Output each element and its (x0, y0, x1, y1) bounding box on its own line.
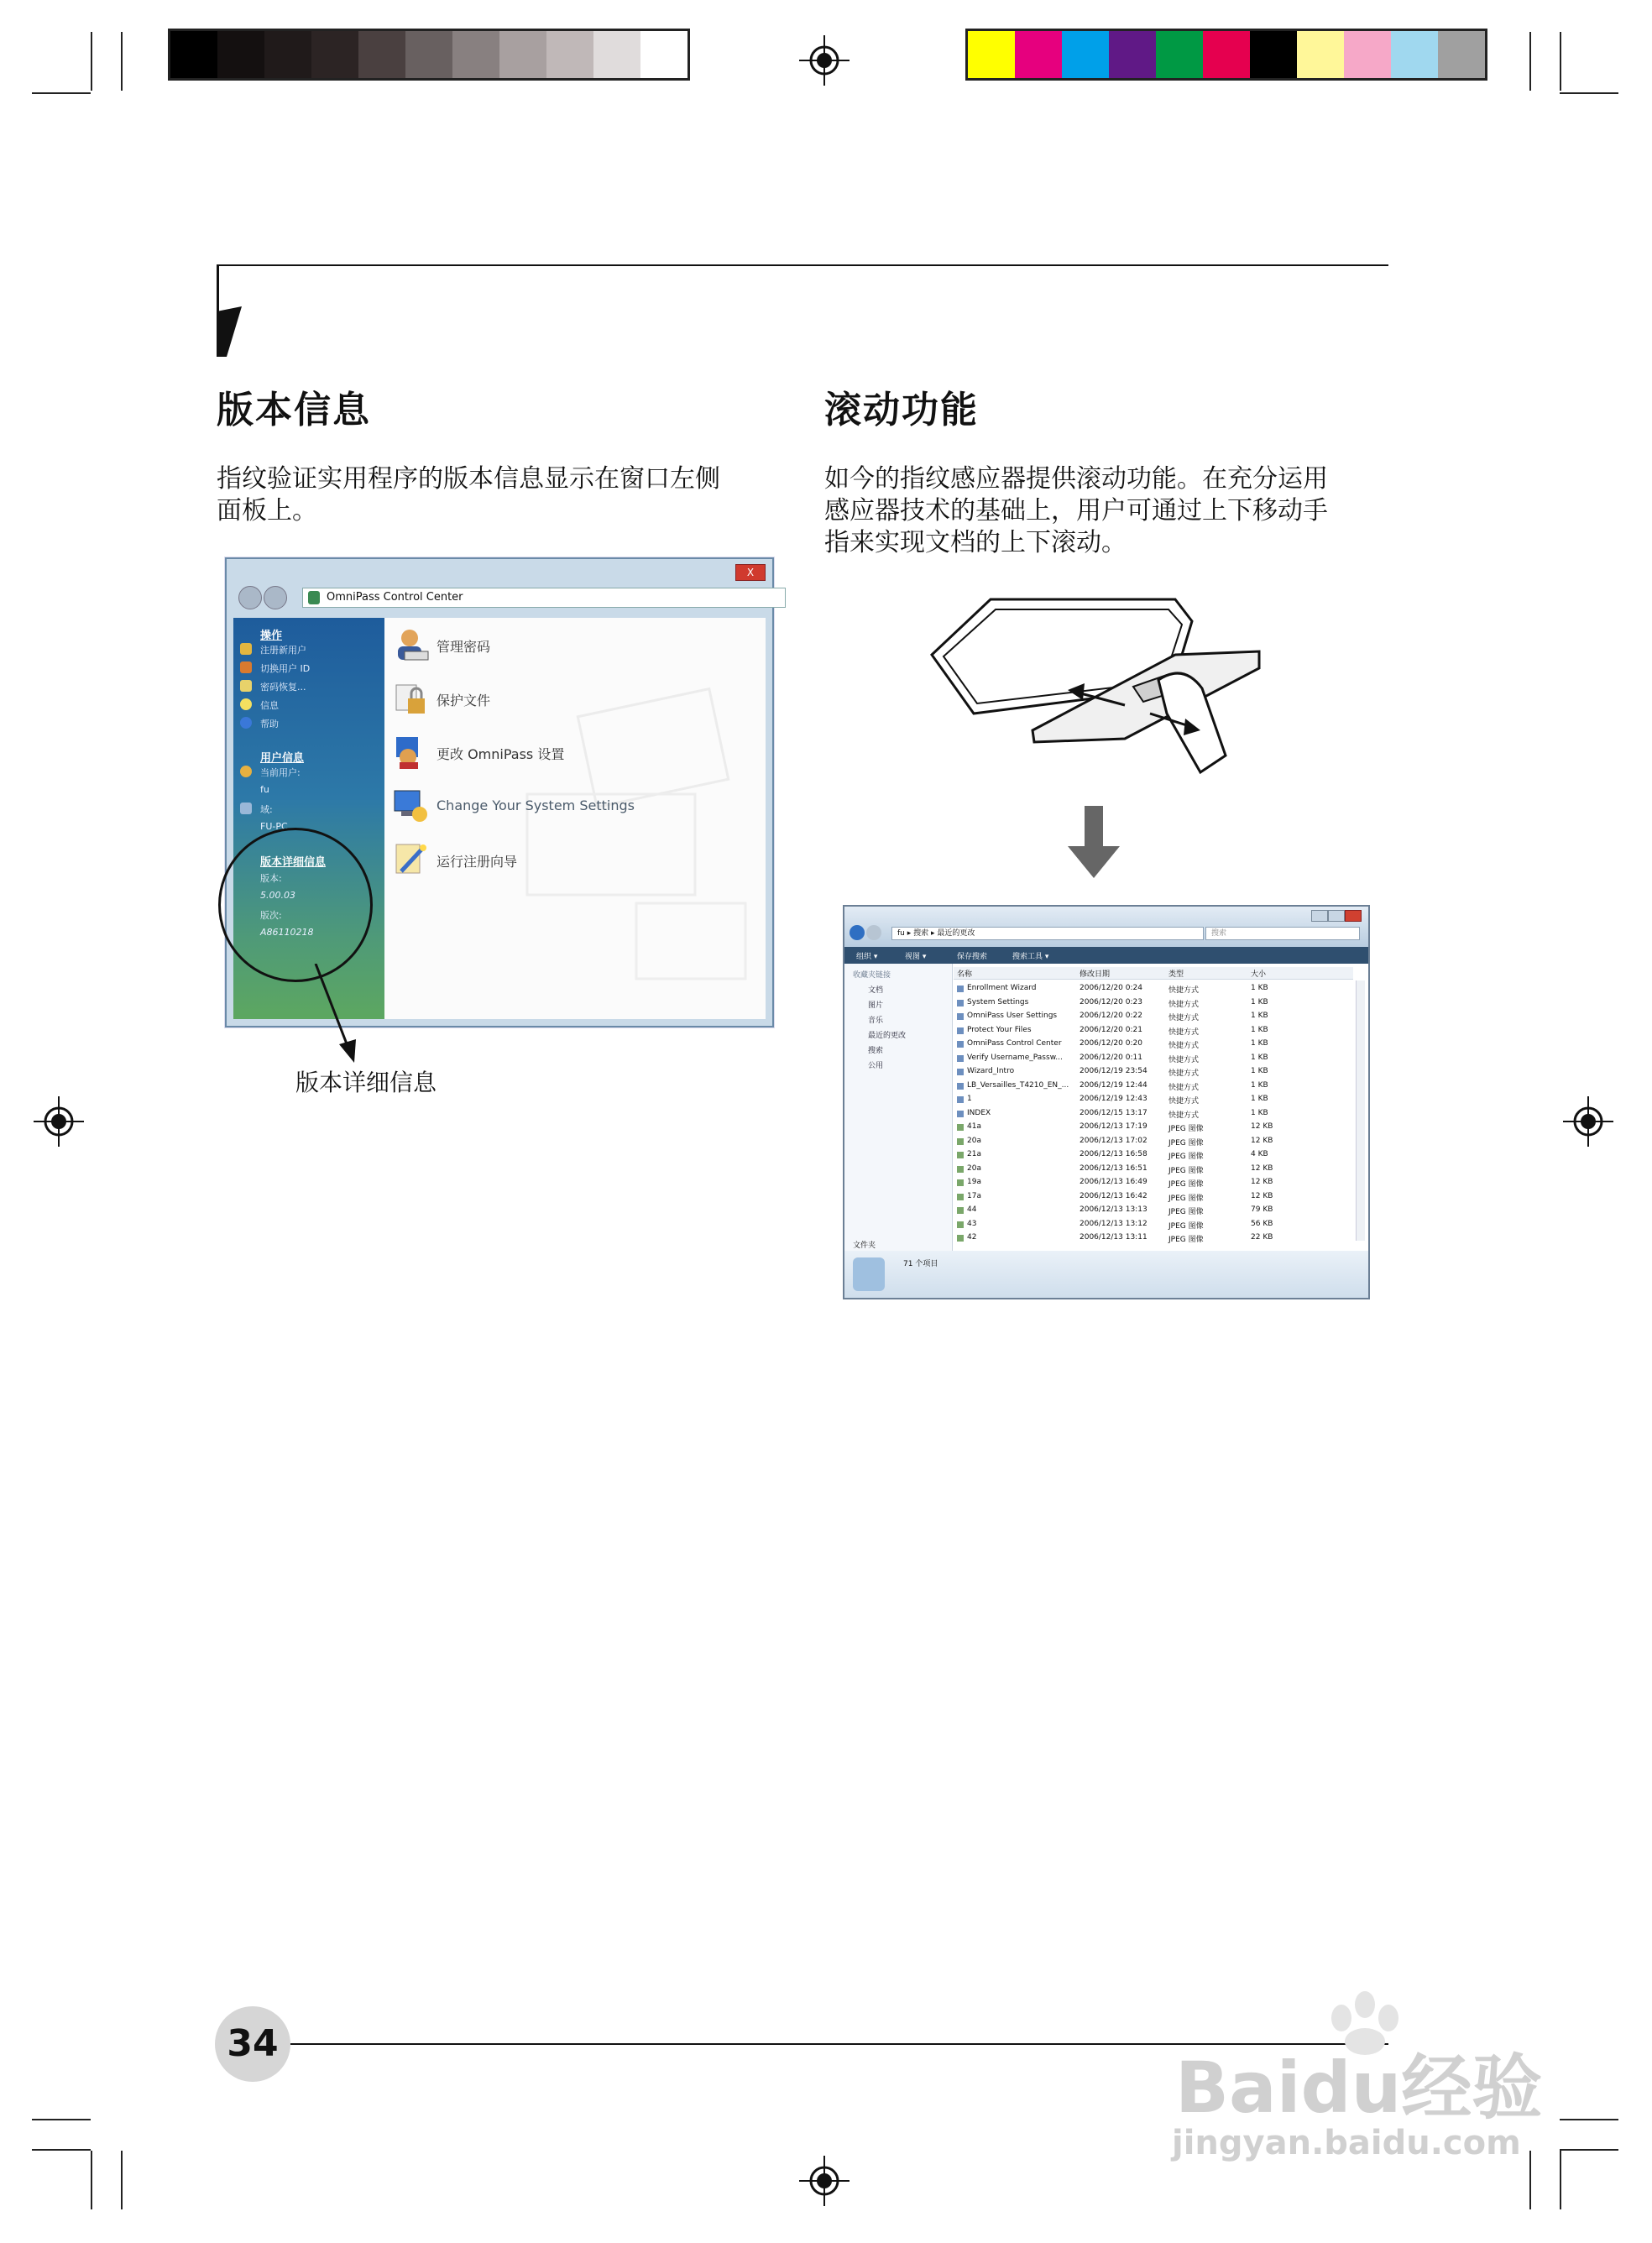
file-size: 1 KB (1251, 1025, 1268, 1034)
file-name: 20a (967, 1136, 981, 1145)
file-type: 快捷方式 (1168, 1000, 1200, 1009)
color-swatch (170, 31, 217, 78)
explorer-window (843, 905, 1370, 1299)
user-info-item: 域: (260, 804, 273, 815)
help-icon (240, 717, 252, 729)
file-row[interactable] (954, 1107, 1353, 1121)
user-icon (240, 766, 252, 777)
version-item: 版本: (260, 873, 282, 884)
shortcut-icon (957, 986, 964, 992)
image-file-icon (957, 1221, 964, 1228)
nav-link-documents[interactable]: 文档 (868, 986, 884, 995)
crop-mark (1529, 32, 1531, 91)
shortcut-icon (957, 1041, 964, 1048)
file-name: 20a (967, 1163, 981, 1173)
key-icon (240, 680, 252, 692)
file-size: 1 KB (1251, 1095, 1268, 1103)
column-name[interactable]: 名称 (957, 970, 973, 979)
file-date: 2006/12/20 0:24 (1080, 984, 1142, 992)
close-button[interactable]: X (735, 564, 766, 581)
toolbar-organize[interactable]: 组织 ▾ (856, 953, 878, 961)
file-type: 快捷方式 (1168, 1055, 1200, 1064)
switch-user-icon (240, 661, 252, 673)
file-date: 2006/12/13 13:12 (1080, 1219, 1148, 1228)
page-number: 34 (215, 2006, 290, 2082)
watermark-brand: Baidu经验 (1175, 2047, 1543, 2129)
omnipass-task-panel (384, 618, 766, 1019)
file-name: 1 (967, 1095, 972, 1103)
ops-item[interactable]: 密码恢复... (260, 682, 306, 693)
file-row[interactable] (954, 1052, 1353, 1065)
task-manage-password[interactable]: 管理密码 (437, 639, 491, 655)
color-swatch (217, 31, 264, 78)
file-date: 2006/12/19 23:54 (1080, 1067, 1148, 1075)
user-info-heading: 用户信息 (260, 752, 305, 765)
color-swatch (1344, 31, 1391, 78)
fingerprint-sensor-illustration (923, 588, 1276, 789)
file-row[interactable] (954, 1218, 1353, 1231)
grayscale-bar (168, 29, 690, 81)
explorer-titlebar (844, 907, 1368, 947)
image-file-icon (957, 1235, 964, 1242)
explorer-toolbar (844, 947, 1368, 964)
file-date: 2006/12/13 17:19 (1080, 1122, 1148, 1131)
shortcut-icon (957, 1055, 964, 1062)
color-swatch (1015, 31, 1062, 78)
file-row[interactable] (954, 1176, 1353, 1189)
file-date: 2006/12/20 0:23 (1080, 997, 1142, 1006)
color-swatch (1062, 31, 1109, 78)
nav-link-search[interactable]: 搜索 (868, 1047, 884, 1055)
file-name: Protect Your Files (967, 1025, 1032, 1034)
lock-icon (393, 680, 430, 717)
paragraph-line: 指纹验证实用程序的版本信息显示在窗口左侧 (217, 464, 720, 494)
file-name: 21a (967, 1150, 981, 1158)
file-date: 2006/12/19 12:44 (1080, 1080, 1148, 1090)
file-size: 1 KB (1251, 1039, 1268, 1048)
file-row[interactable] (954, 1135, 1353, 1148)
file-type: 快捷方式 (1168, 1069, 1200, 1078)
crop-mark (32, 2119, 91, 2120)
color-swatch (311, 31, 358, 78)
file-date: 2006/12/13 13:11 (1080, 1233, 1148, 1242)
file-name: 17a (967, 1191, 981, 1200)
color-swatch (499, 31, 546, 78)
callout-arrow-icon (311, 964, 361, 1064)
color-swatch (405, 31, 452, 78)
folders-toggle[interactable]: 文件夹 (853, 1242, 876, 1250)
shortcut-icon (957, 1027, 964, 1034)
file-name: INDEX (967, 1108, 991, 1117)
nav-link-music[interactable]: 音乐 (868, 1017, 884, 1025)
address-text: OmniPass Control Center (327, 591, 463, 604)
shortcut-icon (957, 1083, 964, 1090)
file-size: 12 KB (1251, 1178, 1273, 1186)
paragraph-line: 指来实现文档的上下滚动。 (824, 528, 1127, 557)
color-swatch (1156, 31, 1203, 78)
file-date: 2006/12/13 16:42 (1080, 1191, 1148, 1200)
color-swatch (1203, 31, 1250, 78)
file-size: 4 KB (1251, 1150, 1268, 1158)
color-swatch (264, 31, 311, 78)
crop-mark (1560, 2151, 1561, 2209)
file-type: 快捷方式 (1168, 1014, 1200, 1022)
file-row[interactable] (954, 1163, 1353, 1176)
color-swatch (452, 31, 499, 78)
color-swatch (1391, 31, 1438, 78)
crop-mark (121, 2151, 123, 2209)
file-size: 22 KB (1251, 1233, 1273, 1242)
color-swatch (1109, 31, 1156, 78)
file-size: 1 KB (1251, 1012, 1268, 1020)
file-name: Wizard_Intro (967, 1067, 1015, 1075)
task-protect-files[interactable]: 保护文件 (437, 693, 491, 708)
task-run-enrollment-wizard[interactable]: 运行注册向导 (437, 854, 518, 870)
toolbar-save-search[interactable]: 保存搜索 (957, 953, 988, 961)
file-size: 56 KB (1251, 1219, 1273, 1228)
color-swatch (968, 31, 1015, 78)
file-type: JPEG 图像 (1168, 1236, 1204, 1244)
file-type: JPEG 图像 (1168, 1125, 1204, 1133)
color-swatch (1250, 31, 1297, 78)
image-file-icon (957, 1152, 964, 1158)
color-swatch (358, 31, 405, 78)
color-swatch (640, 31, 687, 78)
file-row[interactable] (954, 1093, 1353, 1106)
crop-mark (1529, 2151, 1531, 2209)
maximize-button[interactable] (1328, 910, 1345, 922)
file-size: 79 KB (1251, 1205, 1273, 1214)
shortcut-icon (957, 1069, 964, 1075)
scroll-function-title: 滚动功能 (824, 389, 979, 431)
file-size: 12 KB (1251, 1122, 1273, 1131)
image-file-icon (957, 1124, 964, 1131)
file-date: 2006/12/15 13:17 (1080, 1108, 1148, 1117)
file-type: 快捷方式 (1168, 1111, 1200, 1120)
version-highlight-circle (218, 828, 373, 982)
column-type[interactable]: 类型 (1168, 970, 1184, 979)
file-row[interactable] (954, 1024, 1353, 1038)
file-type: JPEG 图像 (1168, 1194, 1204, 1203)
network-icon (240, 803, 252, 814)
registration-mark-icon (799, 2156, 850, 2206)
ops-item[interactable]: 信息 (260, 700, 279, 711)
header-rule (218, 264, 1388, 266)
image-file-icon (957, 1207, 964, 1214)
crop-mark (1560, 2119, 1618, 2120)
crop-mark (32, 2149, 91, 2151)
file-date: 2006/12/20 0:22 (1080, 1012, 1142, 1020)
settings-icon (393, 734, 430, 771)
back-button[interactable] (850, 925, 865, 940)
crop-mark (1560, 92, 1618, 94)
file-date: 2006/12/20 0:20 (1080, 1039, 1142, 1048)
file-size: 12 KB (1251, 1136, 1273, 1145)
version-item: A86110218 (260, 927, 314, 938)
image-file-icon (957, 1166, 964, 1173)
enroll-user-icon (240, 643, 252, 655)
file-date: 2006/12/20 0:21 (1080, 1025, 1142, 1034)
file-name: OmniPass Control Center (967, 1039, 1062, 1048)
file-type: 快捷方式 (1168, 1042, 1200, 1050)
file-name: 19a (967, 1178, 981, 1186)
scroll-function-paragraph (824, 463, 1328, 559)
file-name: System Settings (967, 997, 1029, 1006)
file-row[interactable] (954, 1065, 1353, 1079)
file-date: 2006/12/13 17:02 (1080, 1136, 1148, 1145)
file-type: JPEG 图像 (1168, 1180, 1204, 1189)
file-row[interactable] (954, 1148, 1353, 1162)
file-row[interactable] (954, 1121, 1353, 1134)
file-name: OmniPass User Settings (967, 1012, 1058, 1020)
file-type: JPEG 图像 (1168, 1221, 1204, 1231)
file-name: 42 (967, 1233, 977, 1242)
toolbar-search-tools[interactable]: 搜索工具 ▾ (1012, 953, 1049, 961)
manage-password-icon (393, 626, 430, 663)
column-size[interactable]: 大小 (1251, 970, 1267, 979)
version-info-title: 版本信息 (217, 389, 371, 431)
color-swatch (546, 31, 593, 78)
paragraph-line: 面板上。 (217, 496, 317, 525)
file-date: 2006/12/13 16:51 (1080, 1163, 1148, 1173)
file-size: 1 KB (1251, 984, 1268, 992)
system-settings-icon (393, 787, 430, 824)
user-info-item: FU-PC (260, 821, 288, 832)
file-row[interactable] (954, 982, 1353, 996)
file-size: 1 KB (1251, 1053, 1268, 1062)
crop-mark (91, 32, 92, 91)
file-name: 44 (967, 1205, 977, 1214)
explorer-details-pane (844, 1251, 1368, 1298)
column-date[interactable]: 修改日期 (1080, 970, 1111, 979)
toolbar-views[interactable]: 视图 ▾ (905, 953, 927, 961)
shortcut-icon (957, 1096, 964, 1103)
user-info-item: 当前用户: (260, 767, 301, 778)
version-details-heading: 版本详细信息 (260, 856, 327, 869)
registration-mark-icon (799, 35, 850, 86)
wizard-icon (393, 841, 430, 878)
version-item: 5.00.03 (260, 890, 295, 901)
color-swatch (1438, 31, 1485, 78)
file-size: 1 KB (1251, 1080, 1268, 1090)
process-color-bar (965, 29, 1487, 81)
favorites-heading: 收藏夹链接 (853, 971, 891, 980)
watermark-url: jingyan.baidu.com (1172, 2124, 1521, 2162)
version-details-caption: 版本详细信息 (295, 1069, 437, 1096)
forward-button[interactable] (866, 925, 881, 940)
file-type: JPEG 图像 (1168, 1208, 1204, 1216)
forward-button[interactable] (264, 586, 287, 609)
registration-mark-icon (1563, 1096, 1613, 1147)
item-count: 71 个项目 (903, 1260, 938, 1268)
file-type: JPEG 图像 (1168, 1153, 1204, 1161)
shield-icon (308, 591, 320, 604)
file-type: 快捷方式 (1168, 986, 1200, 995)
paragraph-line: 感应器技术的基础上，用户可通过上下移动手 (824, 496, 1328, 525)
file-type: 快捷方式 (1168, 1097, 1200, 1106)
file-row[interactable] (954, 1204, 1353, 1217)
file-date: 2006/12/13 13:13 (1080, 1205, 1148, 1214)
image-file-icon (957, 1194, 964, 1200)
file-name: Enrollment Wizard (967, 984, 1037, 992)
file-row[interactable] (954, 1231, 1353, 1245)
file-date: 2006/12/13 16:58 (1080, 1150, 1148, 1158)
scrollbar[interactable] (1356, 980, 1365, 1241)
file-row[interactable] (954, 996, 1353, 1010)
user-info-item: fu (260, 784, 269, 795)
search-input[interactable]: 搜索 (1205, 927, 1360, 940)
file-row[interactable] (954, 1010, 1353, 1023)
close-button[interactable] (1345, 910, 1362, 922)
crop-mark (91, 2151, 92, 2209)
crop-mark (121, 32, 123, 91)
down-arrow-icon (1064, 806, 1123, 881)
file-name: 41a (967, 1122, 981, 1131)
search-folder-icon (853, 1257, 885, 1291)
file-date: 2006/12/20 0:11 (1080, 1053, 1142, 1062)
nav-link-pictures[interactable]: 图片 (868, 1001, 884, 1010)
explorer-nav-pane (844, 964, 953, 1251)
breadcrumb[interactable]: fu ▸ 搜索 ▸ 最近的更改 (891, 927, 1204, 940)
ops-item[interactable]: 帮助 (260, 719, 279, 729)
ops-item[interactable]: 切换用户 ID (260, 663, 311, 674)
bulb-icon (240, 698, 252, 710)
minimize-button[interactable] (1311, 910, 1328, 922)
file-type: JPEG 图像 (1168, 1166, 1204, 1175)
file-row[interactable] (954, 1190, 1353, 1204)
background-watermark (510, 668, 762, 1004)
address-bar[interactable] (302, 588, 786, 608)
file-size: 12 KB (1251, 1191, 1273, 1200)
file-size: 12 KB (1251, 1163, 1273, 1173)
file-name: Verify Username_Passw... (967, 1053, 1063, 1062)
file-name: LB_Versailles_T4210_EN_... (967, 1080, 1069, 1090)
shortcut-icon (957, 1000, 964, 1006)
paragraph-line: 如今的指纹感应器提供滚动功能。在充分运用 (824, 464, 1328, 494)
file-date: 2006/12/19 12:43 (1080, 1095, 1148, 1103)
file-type: 快捷方式 (1168, 1083, 1200, 1092)
file-size: 1 KB (1251, 997, 1268, 1006)
nav-link-public[interactable]: 公用 (868, 1062, 884, 1070)
task-change-system-settings[interactable]: Change Your System Settings (437, 797, 635, 813)
back-button[interactable] (238, 586, 262, 609)
file-type: JPEG 图像 (1168, 1138, 1204, 1148)
file-size: 1 KB (1251, 1067, 1268, 1075)
task-change-omnipass-settings[interactable]: 更改 OmniPass 设置 (437, 746, 565, 762)
color-swatch (593, 31, 640, 78)
file-list-header (954, 967, 1353, 980)
file-date: 2006/12/13 16:49 (1080, 1178, 1148, 1186)
shortcut-icon (957, 1013, 964, 1020)
version-item: 版次: (260, 910, 282, 921)
file-row[interactable] (954, 1080, 1353, 1093)
version-info-paragraph (217, 463, 720, 527)
crop-mark (1560, 32, 1561, 91)
color-swatch (1297, 31, 1344, 78)
file-name: 43 (967, 1219, 977, 1228)
ops-item[interactable]: 注册新用户 (260, 645, 306, 656)
registration-mark-icon (34, 1096, 84, 1147)
file-size: 1 KB (1251, 1108, 1268, 1117)
operations-heading: 操作 (260, 630, 283, 642)
crop-mark (32, 92, 91, 94)
file-row[interactable] (954, 1038, 1353, 1051)
corner-tab (217, 264, 245, 357)
file-type: 快捷方式 (1168, 1027, 1200, 1037)
crop-mark (1560, 2149, 1618, 2151)
nav-link-recent[interactable]: 最近的更改 (868, 1032, 907, 1040)
shortcut-icon (957, 1111, 964, 1117)
image-file-icon (957, 1138, 964, 1145)
image-file-icon (957, 1179, 964, 1186)
